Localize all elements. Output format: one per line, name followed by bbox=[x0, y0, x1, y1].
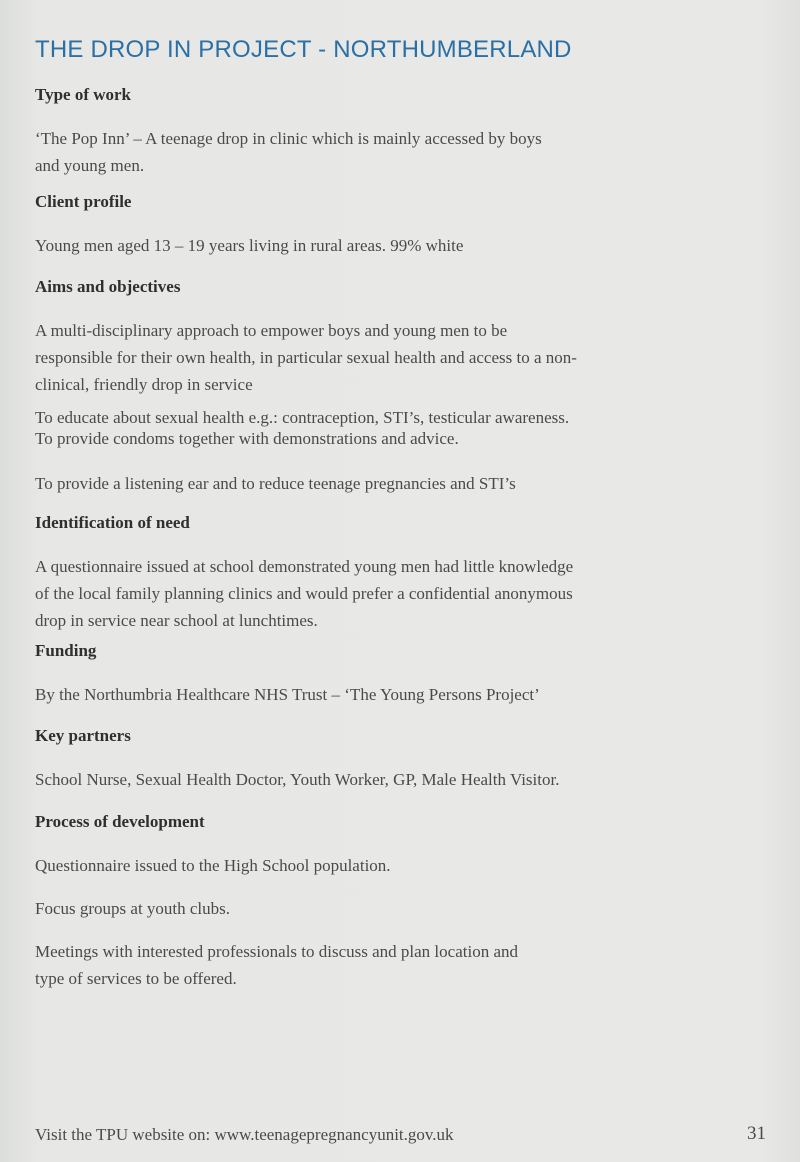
heading-process-of-development: Process of development bbox=[35, 812, 205, 831]
page-title: THE DROP IN PROJECT - NORTHUMBERLAND bbox=[35, 36, 572, 63]
page-number: 31 bbox=[747, 1123, 766, 1144]
paragraph-aims-4: To provide a listening ear and to reduce teenage pregnancies and STI’s bbox=[35, 474, 516, 493]
heading-client-profile: Client profile bbox=[35, 192, 132, 211]
footer-website-text: Visit the TPU website on: www.teenagepregnancyunit.gov.uk bbox=[35, 1125, 454, 1144]
heading-identification-of-need: Identification of need bbox=[35, 513, 190, 532]
paragraph-client-profile: Young men aged 13 – 19 years living in rural areas. 99% white bbox=[35, 236, 464, 255]
paragraph-identification-of-need: A questionnaire issued at school demonstrated young men had little knowledge of the local family planning clinics and would prefer a confidential anonymous drop in service near school at lunchtimes. bbox=[35, 557, 574, 630]
heading-aims-and-objectives: Aims and objectives bbox=[35, 277, 181, 296]
paragraph-process-2: Focus groups at youth clubs. bbox=[35, 899, 231, 918]
paragraph-aims-1: A multi-disciplinary approach to empower boys and young men to be responsible for their own health, in particular sexual health and access to a non-clinical, friendly drop in service bbox=[35, 321, 577, 394]
paragraph-process-3: Meetings with interested professionals to discuss and plan location and type of services to be offered. bbox=[35, 942, 518, 988]
paragraph-type-of-work: ‘The Pop Inn’ – A teenage drop in clinic which is mainly accessed by boys and young men. bbox=[35, 129, 542, 175]
heading-funding: Funding bbox=[35, 641, 97, 660]
paragraph-aims-3: To provide condoms together with demonstrations and advice. bbox=[35, 429, 459, 448]
paragraph-process-1: Questionnaire issued to the High School population. bbox=[35, 856, 391, 875]
paragraph-aims-2: To educate about sexual health e.g.: contraception, STI’s, testicular awareness. bbox=[35, 408, 570, 427]
heading-key-partners: Key partners bbox=[35, 726, 131, 745]
paragraph-funding: By the Northumbria Healthcare NHS Trust – ‘The Young Persons Project’ bbox=[35, 685, 540, 704]
heading-type-of-work: Type of work bbox=[35, 85, 132, 104]
paragraph-key-partners: School Nurse, Sexual Health Doctor, Youth Worker, GP, Male Health Visitor. bbox=[35, 770, 560, 789]
